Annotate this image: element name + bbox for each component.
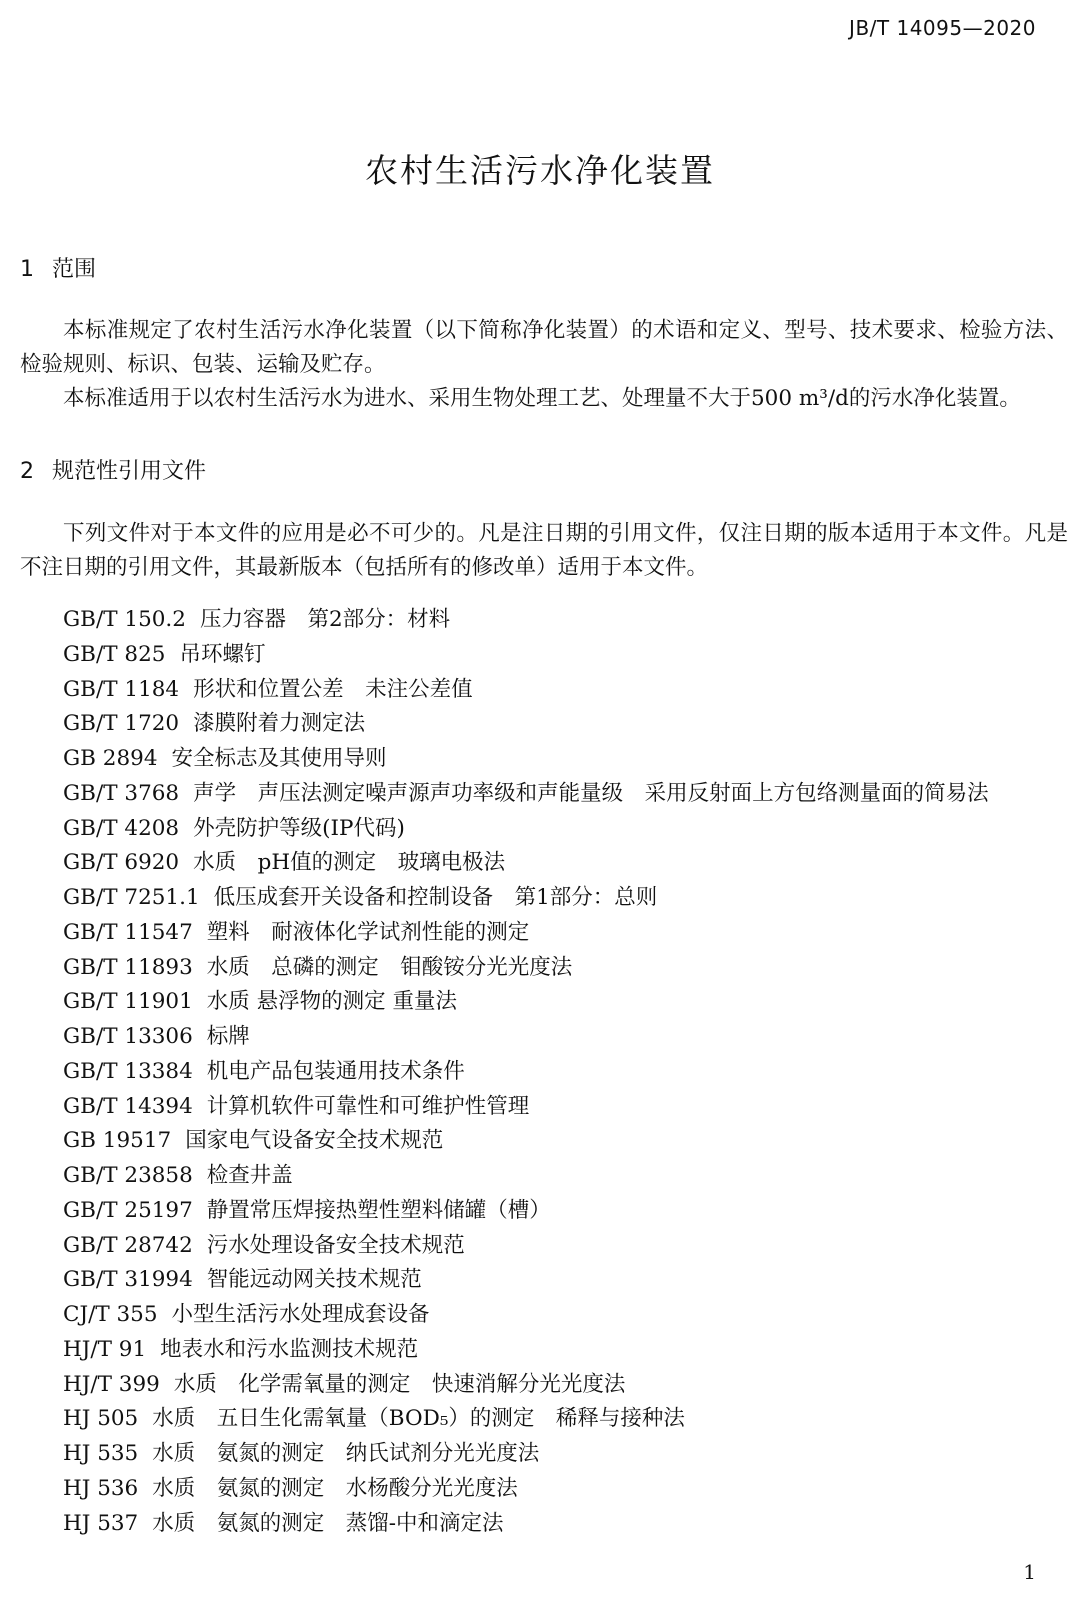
reference-item: HJ 535 水质 氨氮的测定 纳氏试剂分光光度法 bbox=[63, 1441, 540, 1466]
scope-paragraph-1: 本标准规定了农村生活污水净化装置（以下简称净化装置）的术语和定义、型号、技术要求、检验方法、检验规则、标识、包装、运输及贮存。 bbox=[20, 318, 1068, 377]
reference-item: GB/T 28742 污水处理设备安全技术规范 bbox=[63, 1232, 465, 1258]
reference-item: GB 19517 国家电气设备安全技术规范 bbox=[63, 1128, 444, 1154]
reference-item: GB/T 1720 漆膜附着力测定法 bbox=[63, 711, 366, 737]
document-title: 农村生活污水净化装置 bbox=[365, 151, 715, 190]
section-1-title: 范围 bbox=[52, 257, 97, 282]
reference-item: GB/T 825 吊环螺钉 bbox=[63, 641, 266, 667]
reference-item: HJ/T 399 水质 化学需氧量的测定 快速消解分光光度法 bbox=[63, 1371, 626, 1397]
reference-item: GB/T 23858 检查井盖 bbox=[63, 1163, 293, 1188]
reference-item: HJ 536 水质 氨氮的测定 水杨酸分光光度法 bbox=[63, 1475, 518, 1501]
reference-item: GB/T 1184 形状和位置公差 未注公差值 bbox=[63, 676, 473, 702]
reference-item: GB/T 11893 水质 总磷的测定 钼酸铵分光光度法 bbox=[63, 954, 573, 980]
standard-code: JB/T 14095—2020 bbox=[849, 16, 1036, 40]
reference-item: GB/T 13384 机电产品包装通用技术条件 bbox=[63, 1058, 465, 1084]
page-number: 1 bbox=[1023, 1560, 1036, 1584]
section-1-number: 1 bbox=[20, 257, 34, 282]
reference-list bbox=[63, 605, 989, 1543]
section-1-heading bbox=[20, 252, 96, 283]
reference-item: HJ/T 91 地表水和污水监测技术规范 bbox=[63, 1336, 419, 1362]
section-2-number: 2 bbox=[20, 459, 34, 484]
reference-item: GB 2894 安全标志及其使用导则 bbox=[63, 746, 387, 771]
reference-item: GB/T 11901 水质 悬浮物的测定 重量法 bbox=[63, 989, 457, 1015]
section-2-heading bbox=[20, 454, 206, 485]
reference-item: GB/T 150.2 压力容器 第2部分：材料 bbox=[63, 607, 451, 632]
reference-item: CJ/T 355 小型生活污水处理成套设备 bbox=[63, 1302, 430, 1327]
reference-item: GB/T 6920 水质 pH值的测定 玻璃电极法 bbox=[63, 850, 506, 876]
reference-item: GB/T 25197 静置常压焊接热塑性塑料储罐（槽） bbox=[63, 1197, 551, 1223]
references-intro: 下列文件对于本文件的应用是必不可少的。凡是注日期的引用文件，仅注日期的版本适用于本文件。凡是不注日期的引用文件，其最新版本（包括所有的修改单）适用于本文件。 bbox=[20, 521, 1068, 580]
reference-item: GB/T 11547 塑料 耐液体化学试剂性能的测定 bbox=[63, 919, 530, 945]
reference-item: HJ 537 水质 氨氮的测定 蒸馏-中和滴定法 bbox=[63, 1510, 504, 1536]
reference-item: GB/T 4208 外壳防护等级(IP代码) bbox=[63, 815, 405, 841]
section-2-title: 规范性引用文件 bbox=[52, 459, 207, 484]
reference-item: GB/T 13306 标牌 bbox=[63, 1024, 250, 1049]
reference-item: GB/T 7251.1 低压成套开关设备和控制设备 第1部分：总则 bbox=[63, 885, 658, 910]
scope-paragraph-2: 本标准适用于以农村生活污水为进水、采用生物处理工艺、处理量不大于500 m³/d的污水净化装置。 bbox=[63, 386, 1021, 411]
reference-item: HJ 505 水质 五日生化需氧量（BOD₅）的测定 稀释与接种法 bbox=[63, 1406, 685, 1432]
reference-item: GB/T 3768 声学 声压法测定噪声源声功率级和声能量级 采用反射面上方包络测量面的简易法 bbox=[63, 780, 989, 806]
reference-item: GB/T 31994 智能远动网关技术规范 bbox=[63, 1267, 422, 1293]
reference-item: GB/T 14394 计算机软件可靠性和可维护性管理 bbox=[63, 1093, 530, 1119]
